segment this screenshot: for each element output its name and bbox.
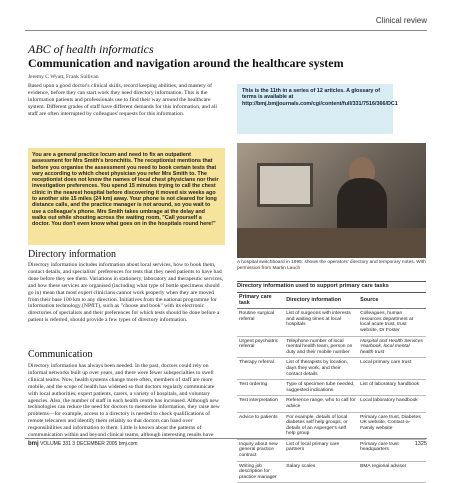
heading-communication: Communication: [28, 349, 93, 360]
table-cell: List of surgeons with interests and waiting times at local hospitals: [284, 309, 358, 336]
table-cell: Test ordering: [237, 380, 284, 396]
table-cell: Reference range, who to call for advice: [284, 396, 358, 412]
footer-journal: [28, 441, 138, 447]
table-cell: Local primary care trust: [358, 358, 426, 380]
article-authors: Jeremy C Wyatt, Frank Sullivan: [28, 74, 99, 80]
footer-rule: [25, 438, 427, 439]
column-header: Directory information: [284, 293, 358, 309]
table-cell: Inquiry about new general practice contract: [237, 439, 284, 461]
table-cell: Telephone number of local mental health team, person on duty and their mobile number: [284, 336, 358, 358]
series-info-box: This is the 11th in a series of 12 articles. A glossary of terms is available at http://bmj.bmjjournals.com/cgi/content/full/331/7516/366/DC1: [237, 84, 393, 134]
table-row: [237, 309, 426, 336]
photo-desk: [237, 228, 426, 258]
table-cell: Local laboratory handbook: [358, 396, 426, 412]
body-communication: Directory information has always been needed. In the past, doctors could rely on informal networks built up over years, and there were fewer subspecialties to swell clinical teams. Now, health systems change more often, members of staff are more mobile, and the scope of health has widened so that doctors regularly communicate with local authorities, expert patients, carers, a variety of hospitals, and voluntary agencies. Also, the number of staff in each health centre has increased. Although new technologies can reduce the need for doctors to memorise information, they raise new problems—for example, access to a directory is needed to check qualifications of remote telecarers and identify them reliably so that doctors can hand over responsibilities and information to them. Little is known about the patterns of communication within and beyond clinical teams, although interesting results have: [28, 363, 220, 439]
table-row: [237, 412, 426, 439]
case-scenario-box: You are a general practice locum and need to fix an outpatient assessment for Mrs Smith's bronchitis. The receptionist mentions that before you organise the assessment you need to book certain tests that vary according to which chest physician you refer Mrs Smith to. The receptionist does not know the names of local chest physicians nor their investigation preferences. You spend 15 minutes trying to call the chest clinic in the nearest hospital before discovering it moved six weeks ago to another site 15 miles (24 km) away. Your phone is not cleared for long distance calls, and the practice manager is not around, so you wait to use a colleague's phone. Mrs Smith takes umbrage at the delay and walks out while shouting across the waiting room, "Call yourself a doctor. You don't even know what goes on in the hospitals round here!": [28, 148, 225, 245]
table-cell: Type of specimen tube needed, suggested indications: [284, 380, 358, 396]
header-rule: [25, 30, 427, 31]
table-row: [237, 380, 426, 396]
table-row: [237, 439, 426, 461]
table-cell: For example, details of local diabetes self help groups, or details of an Asperger's self help group: [284, 412, 358, 439]
series-title: ABC of health informatics: [28, 42, 154, 56]
intro-paragraph: Based upon a good doctor's clinical skills, record keeping abilities, and mastery of evidence, before they can start work they need directory information. This is the information patients and professionals use to find their way around the healthcare system. Different grades of staff have different demands for this information, and all staff are often interrupted by colleagues' requests for this information.: [28, 83, 217, 117]
table-cell: BMA regional adviser: [358, 461, 426, 483]
section-label: Clinical review: [375, 16, 427, 25]
table-cell: Primary care trust, Diabetes UK website, Contact-a-Family website: [358, 412, 426, 439]
table-cell: Hospital and Health Services Yearbook, local mental health trust: [358, 336, 426, 358]
table-cell: Advice to patients: [237, 412, 284, 439]
table-row: [237, 396, 426, 412]
table-cell: Urgent psychiatric referral: [237, 336, 284, 358]
page-number: 1325: [414, 441, 427, 447]
photo-monitor: [257, 163, 313, 207]
body-directory-information: Directory information includes information about local services, how to book them, contact details, and specialists' preferences for tests that they need patients to have had done before they see them. Variations in stationery, laboratory and therapeutic services, and how these services are organised (including what type of bottle specimens should go in) mean that most expert clinicians cannot work properly when they are moved from their base 100 km to any direction. Initiatives from the national programme for information technology (NPfIT), such as "choose and book" with its electronic directories of specialists and their preferences for which tests should be done before a patient is referred, should provide a few types of directory information.: [28, 262, 224, 324]
table-title: Directory information used to support primary care tasks: [237, 281, 426, 293]
photo-caption: A hospital switchboard in 1995: shows the operators' directory and temporary notes. With permission from Martin Lauch: [237, 260, 426, 271]
table-row: [237, 358, 426, 380]
table-cell: List of laboratory handbook: [358, 380, 426, 396]
table-cell: Test interpretation: [237, 396, 284, 412]
column-header: Source: [358, 293, 426, 309]
switchboard-photo: [237, 143, 426, 258]
table-cell: Colleagues, human resources department at local acute trust, trust website, Dr Foster: [358, 309, 426, 336]
table-row: [237, 461, 426, 483]
table-cell: Therapy referral: [237, 358, 284, 380]
heading-directory-information: Directory information: [28, 249, 117, 260]
journal-issue: VOLUME 331 3 DECEMBER 2005 bmj.com: [40, 441, 138, 447]
table-header-row: [237, 293, 426, 309]
journal-name: bmj: [28, 441, 39, 447]
table-cell: List of local primary care partners: [284, 439, 358, 461]
table-cell: Salary scales: [284, 461, 358, 483]
table-cell: Routine surgical referral: [237, 309, 284, 336]
table-cell: Primary care trust headquarters: [358, 439, 426, 461]
table-row: [237, 336, 426, 358]
directory-table: [237, 281, 426, 483]
table-cell: List of therapists by location, days they work, and their contact details: [284, 358, 358, 380]
table-cell: Writing job description for practice manager: [237, 461, 284, 483]
table-grid: [237, 293, 426, 483]
article-title: Communication and navigation around the healthcare system: [28, 56, 344, 70]
column-header: Primary care task: [237, 293, 284, 309]
